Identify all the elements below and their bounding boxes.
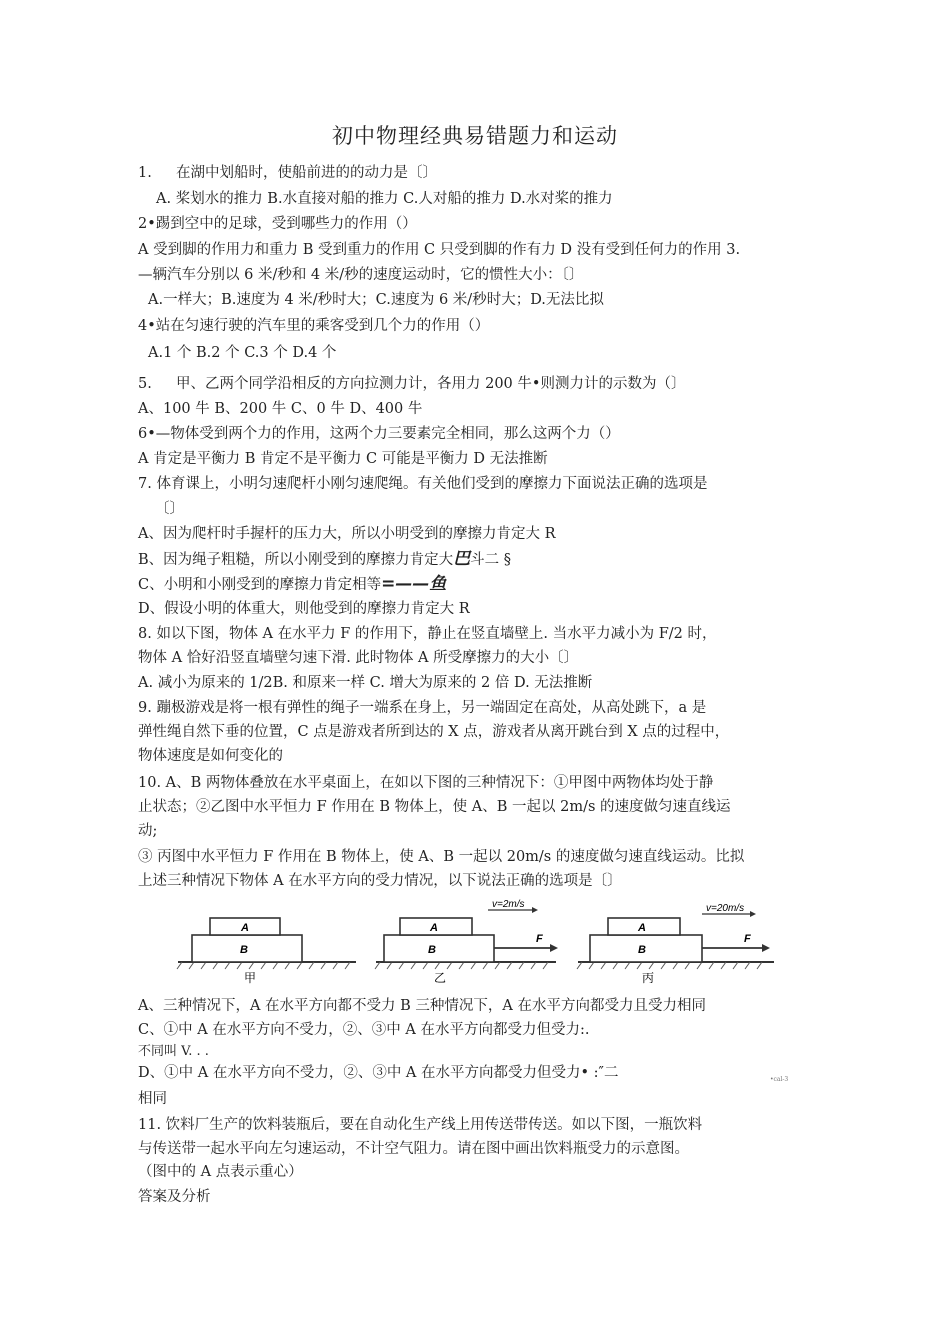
q10-option-d-cont: 相同 <box>138 1091 167 1107</box>
force-arrow-head <box>762 944 770 952</box>
figure-bing <box>577 903 774 984</box>
answer-heading: 答案及分析 <box>138 1189 211 1205</box>
q7-stem: 7. 体育课上，小明匀速爬杆小刚匀速爬绳。有关他们受到的摩擦力下面说法正确的选项是 <box>138 476 708 492</box>
q7-option-c <box>138 574 446 595</box>
q8-line1: 8. 如以下图，物体 A 在水平力 F 的作用下，静止在竖直墙壁上. 当水平力减小为 F/2 时， <box>138 626 717 642</box>
label-f: F <box>744 933 751 945</box>
q5-number: 5. <box>138 376 152 392</box>
document-title: 初中物理经典易错题力和运动 <box>332 124 618 148</box>
q10-option-c: C、①中 A 在水平方向不受力，②、③中 A 在水平方向都受力但受力:. <box>138 1022 590 1038</box>
label-a: A <box>430 922 438 934</box>
q10-option-ab: A、三种情况下，A 在水平方向都不受力 B 三种情况下，A 在水平方向都受力且受力相同 <box>138 998 707 1014</box>
q11-line1: 11. 饮料厂生产的饮料装瓶后，要在自动化生产线上用传送带传送。如以下图，一瓶饮料 <box>138 1117 703 1133</box>
q10-line2: 止状态；②乙图中水平恒力 F 作用在 B 物体上，使 A、B 一起以 2m/s 的速度做匀速直线运 <box>138 799 731 815</box>
figure-yi <box>375 899 558 984</box>
q9-line1: 9. 蹦极游戏是将一根有弹性的绳子一端系在身上，另一端固定在高处，从高处跳下，a 是 <box>138 700 707 716</box>
label-b: B <box>638 944 646 956</box>
label-a: A <box>241 922 249 934</box>
q10-line3: 动; <box>138 823 158 839</box>
q8-line2: 物体 A 恰好沿竖直墙壁匀速下滑. 此时物体 A 所受摩擦力的大小〔〕 <box>138 650 579 666</box>
label-bing: 丙 <box>642 971 655 984</box>
q2-stem: 2•踢到空中的足球，受到哪些力的作用（） <box>138 216 417 232</box>
q7-option-a: A、因为爬杆时手握杆的压力大，所以小明受到的摩擦力肯定大 R <box>138 526 556 542</box>
q11-line3: （图中的 A 点表示重心） <box>138 1164 303 1180</box>
velocity-arrow-head <box>532 907 538 913</box>
q11-line2: 与传送带一起水平向左匀速运动，不计空气阻力。请在图中画出饮料瓶受力的示意图。 <box>138 1141 689 1157</box>
q3-options: A.一样大；B.速度为 4 米/秒时大；C.速度为 6 米/秒时大；D.无法比拟 <box>148 292 604 308</box>
velocity-arrow-head <box>750 911 756 917</box>
q10-option-c-cont: 不同叫 V. . . <box>138 1044 209 1059</box>
q10-option-d: D、①中 A 在水平方向不受力，②、③中 A 在水平方向都受力但受力• :″二 <box>138 1065 619 1081</box>
q10-line4: ③ 丙图中水平恒力 F 作用在 B 物体上，使 A、B 一起以 20m/s 的速度做匀速直线运动。比拟 <box>138 849 745 865</box>
force-arrow-head <box>550 944 558 952</box>
q6-stem: 6•—物体受到两个力的作用，这两个力三要素完全相同，那么这两个力（） <box>138 426 620 442</box>
q10-line1: 10. A、B 两物体叠放在水平桌面上，在如以下图的三种情况下：①甲图中两物体均处于静 <box>138 775 714 791</box>
q5-text: 甲、乙两个同学沿相反的方向拉测力计，各用力 200 牛•则测力计的示数为（〕 <box>176 376 686 392</box>
q5-stem <box>138 374 685 394</box>
q1-number: 1. <box>138 165 152 181</box>
label-yi: 乙 <box>434 971 447 984</box>
q5-options: A、100 牛 B、200 牛 C、0 牛 D、400 牛 <box>138 401 423 417</box>
q7-stem-bracket: 〔〕 <box>155 501 184 517</box>
q10-figure <box>172 896 792 984</box>
q1-options: A. 桨划水的推力 B.水直接对船的推力 C.人对船的推力 D.水对桨的推力 <box>156 191 613 207</box>
q7-option-b <box>138 549 511 570</box>
label-f: F <box>536 933 543 945</box>
q6-options: A 肯定是平衡力 B 肯定不是平衡力 C 可能是平衡力 D 无法推断 <box>138 451 548 467</box>
q4-stem: 4•站在匀速行驶的汽车里的乘客受到几个力的作用（） <box>138 318 490 334</box>
q4-options: A.1 个 B.2 个 C.3 个 D.4 个 <box>148 345 337 361</box>
q7-option-c-scribble: =——鱼 <box>381 574 447 594</box>
figure-jia <box>177 918 356 984</box>
q7-option-b-text: B、因为绳子粗糙，所以小刚受到的摩擦力肯定大 <box>138 552 454 568</box>
label-b: B <box>428 944 436 956</box>
q10-line5: 上述三种情况下物体 A 在水平方向的受力情况，以下说法正确的选项是〔〕 <box>138 873 622 889</box>
label-a: A <box>638 922 646 934</box>
block-b <box>384 935 494 962</box>
q1-text: 在湖中划船时，使船前进的的动力是〔〕 <box>176 165 437 181</box>
q3-stem: —辆汽车分别以 6 米/秒和 4 米/秒的速度运动时，它的惯性大小：〔〕 <box>138 267 584 283</box>
q9-line2: 弹性绳自然下垂的位置，C 点是游戏者所到达的 X 点，游戏者从离开跳台到 X 点的过程中， <box>138 724 730 740</box>
q2-options: A 受到脚的作用力和重力 B 受到重力的作用 C 只受到脚的作有力 D 没有受到任何力的作用 3. <box>138 242 741 258</box>
label-velocity: v=2m/s <box>492 899 525 910</box>
block-b <box>590 935 702 962</box>
q8-options: A. 减小为原来的 1/2B. 和原来一样 C. 增大为原来的 2 倍 D. 无法推断 <box>138 675 593 691</box>
label-b: B <box>240 944 248 956</box>
q7-option-c-text: C、小明和小刚受到的摩擦力肯定相等 <box>138 577 382 593</box>
q7-option-b-tail: 斗二 § <box>470 552 512 568</box>
q7-option-b-scribble: 巴 <box>453 549 471 569</box>
label-velocity: v=20m/s <box>706 903 745 914</box>
q7-option-d: D、假设小明的体重大，则他受到的摩擦力肯定大 R <box>138 601 470 617</box>
label-jia: 甲 <box>244 971 257 984</box>
tiny-mark: •cal-3 <box>770 1076 789 1083</box>
q9-line3: 物体速度是如何变化的 <box>138 748 283 764</box>
q1-stem <box>138 163 437 183</box>
